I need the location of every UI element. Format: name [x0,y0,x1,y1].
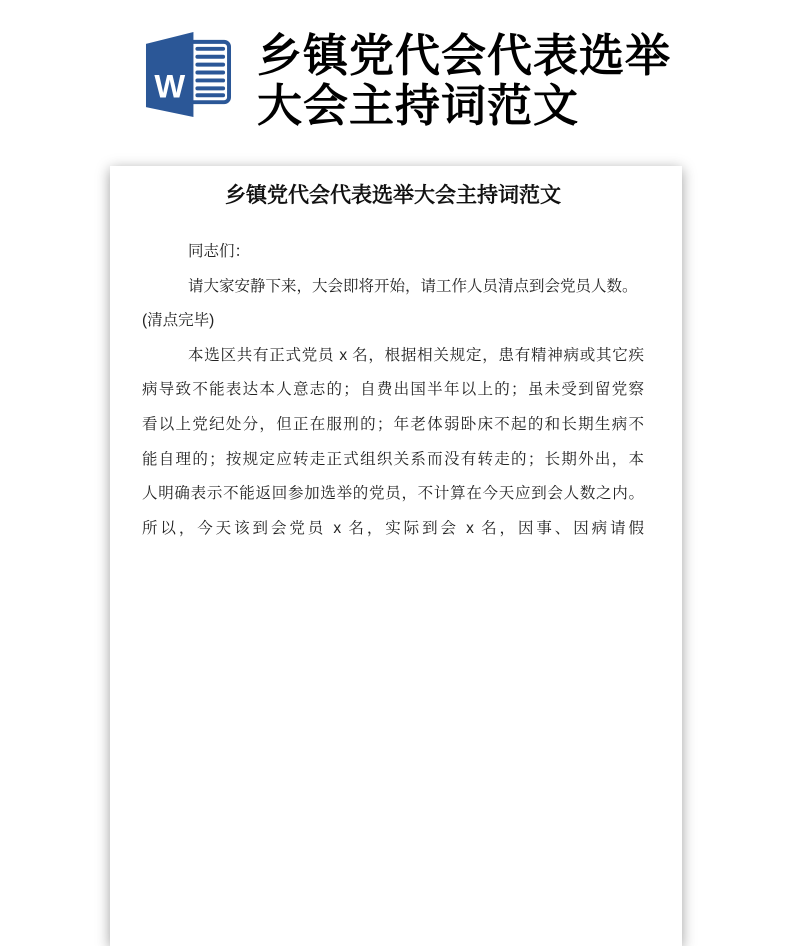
page-title [257,31,671,131]
doc-line: 同志们： [188,243,251,260]
doc-line: 病导致不能表达本人意志的；自费出国半年以上的；虽未受到留党察 [142,381,644,399]
doc-line: 看以上党纪处分，但正在服刑的；年老体弱卧床不起的和长期生病不 [142,415,644,433]
word-icon-letter: W [154,67,186,105]
page-title-line-2: 大会主持词范文 [257,80,580,131]
doc-line: 所以，今天该到会党员 x 名，实际到会 x 名，因事、因病请假 [142,519,644,537]
document-body [142,235,644,546]
document-page [110,166,682,946]
document-title: 乡镇党代会代表选举大会主持词范文 [225,184,561,207]
doc-line: 人明确表示不能返回参加选举的党员，不计算在今天应到会人数之内。 [142,485,644,503]
page-title-line-1: 乡镇党代会代表选举 [257,30,672,81]
word-icon [144,32,233,119]
doc-line: 请大家安静下来，大会即将开始，请工作人员清点到会党员人数。 [188,277,638,295]
doc-line: 本选区共有正式党员 x 名，根据相关规定，患有精神病或其它疾 [188,346,644,364]
doc-line: (清点完毕) [142,312,215,330]
word-icon-text-lines [197,49,223,95]
doc-line: 能自理的；按规定应转走正式组织关系而没有转走的；长期外出，本 [142,450,644,468]
